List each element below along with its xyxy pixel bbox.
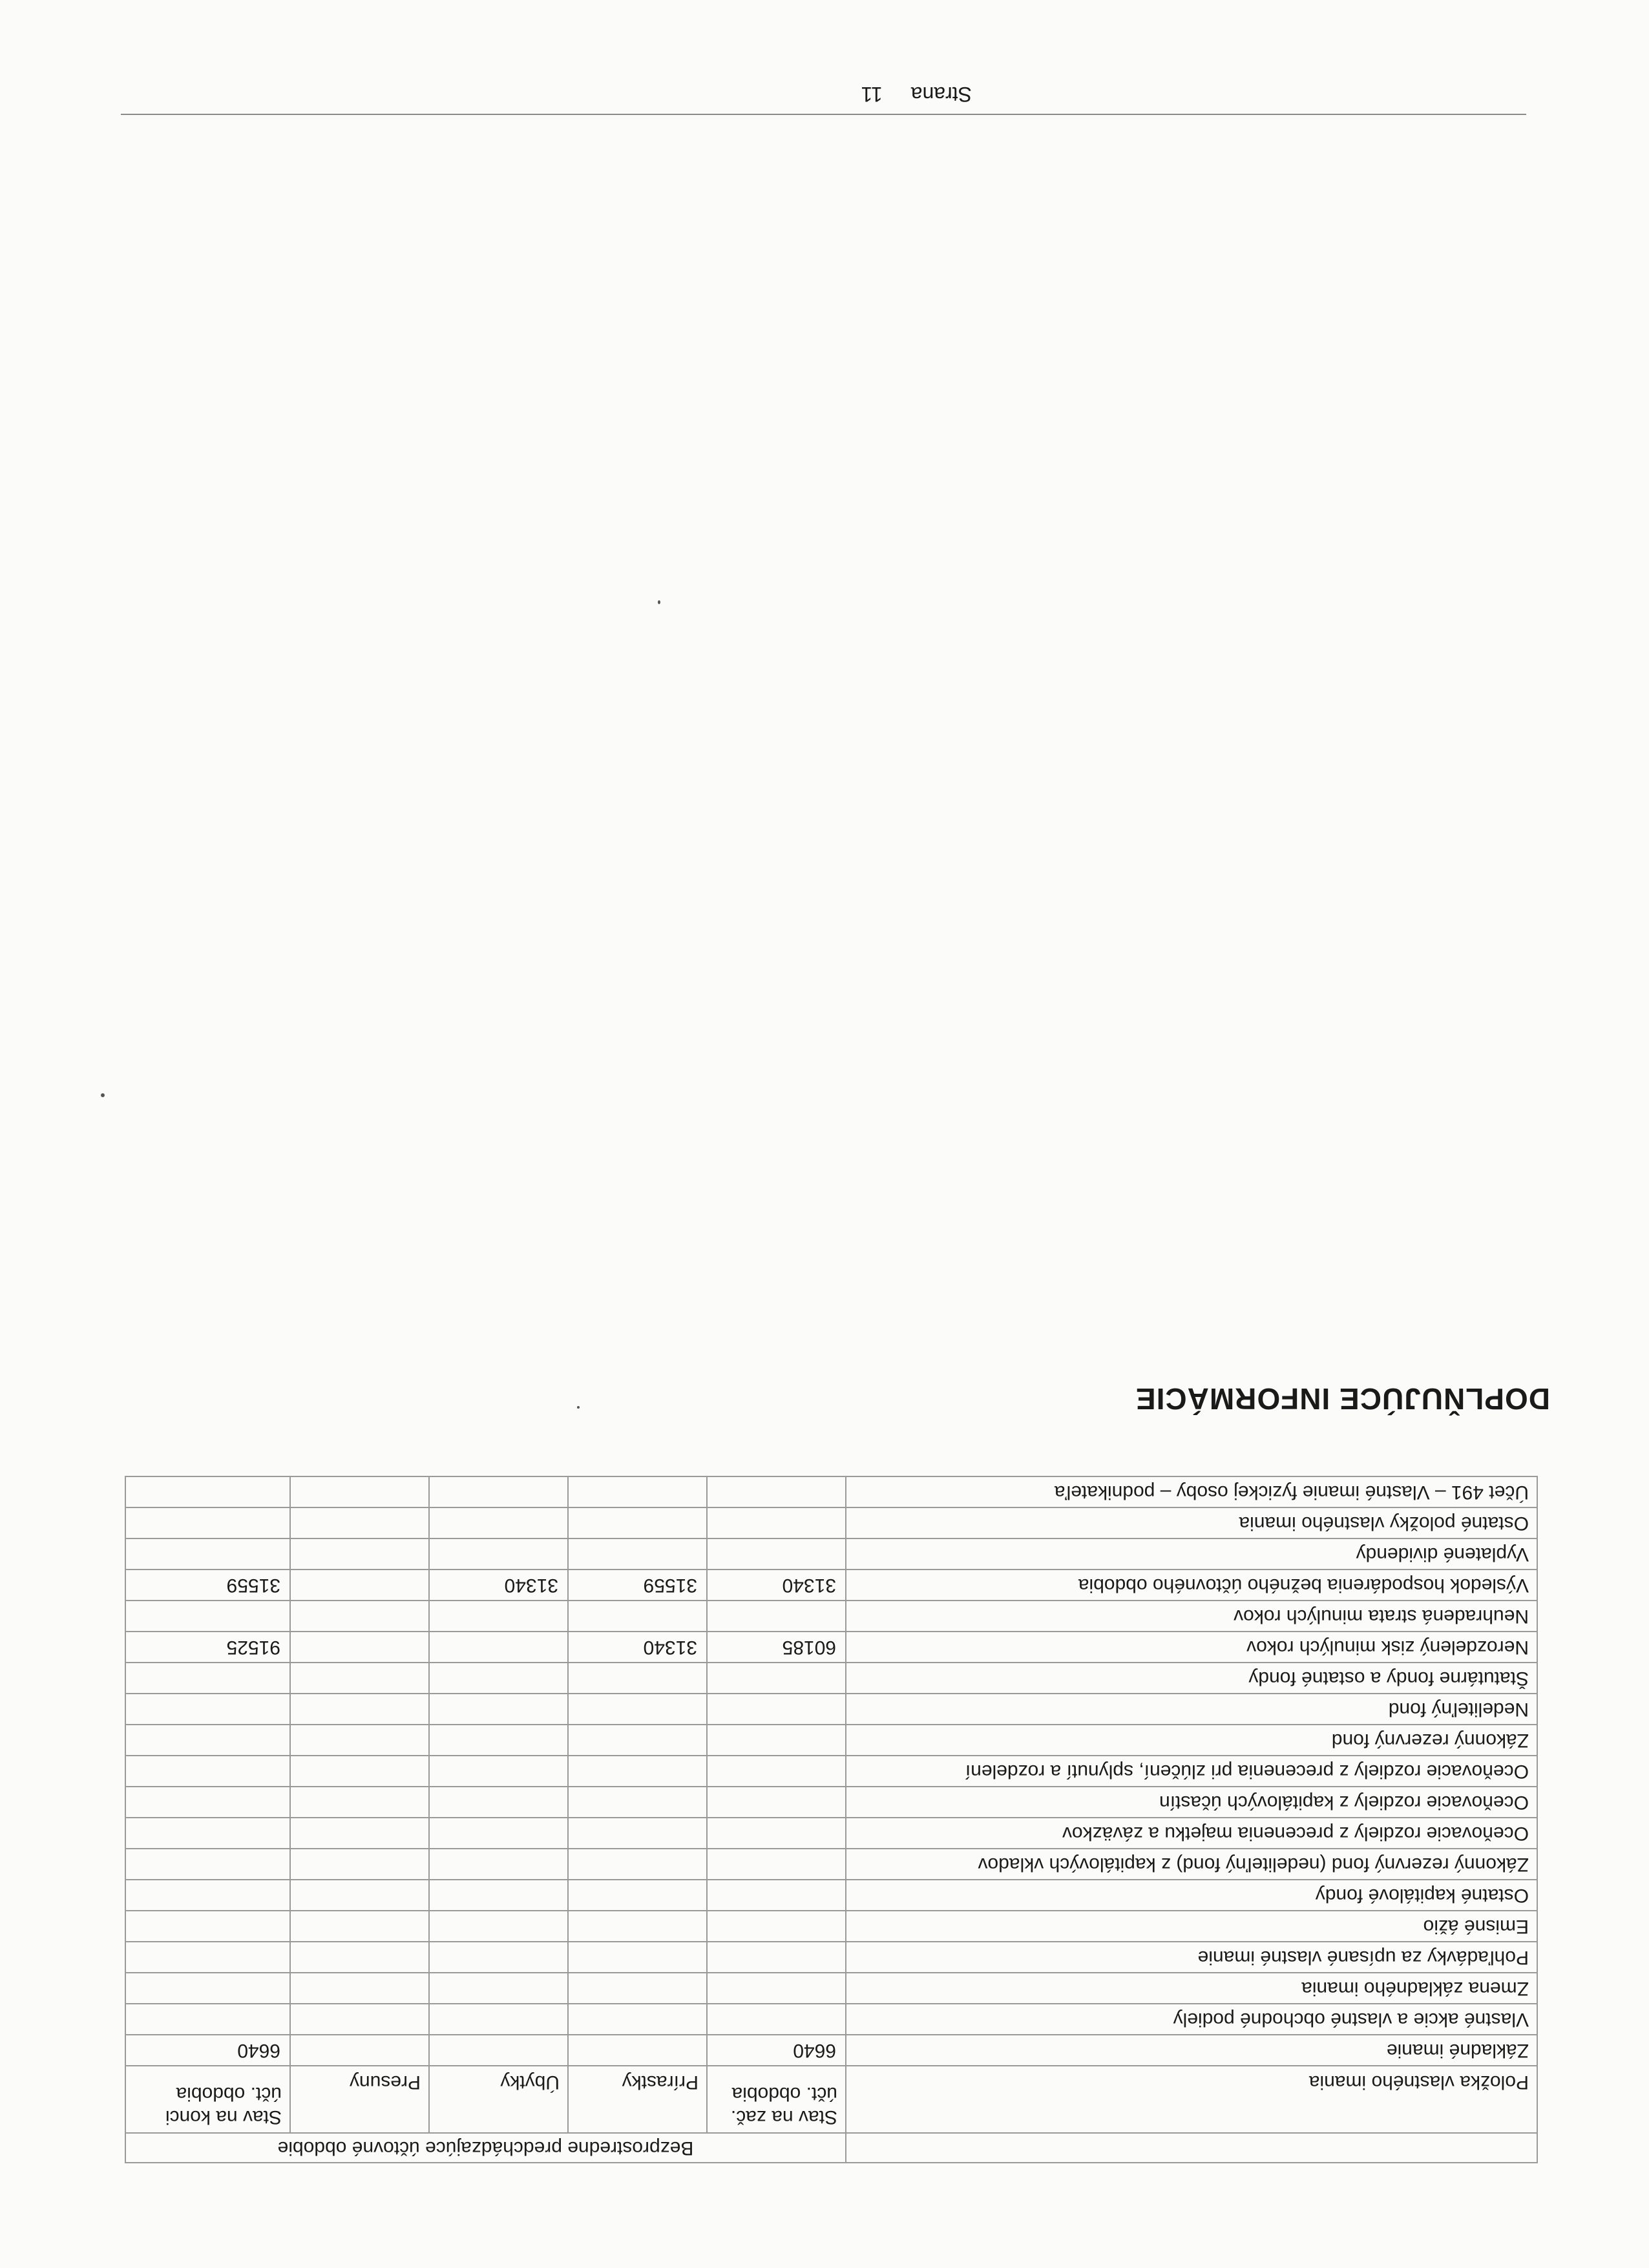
row-label-cell: Vlastné akcie a vlastné obchodné podiely	[846, 2004, 1537, 2035]
row-label-cell: Oceňovacie rozdiely z kapitálových účastín	[846, 1787, 1537, 1818]
row-label-cell: Emisné ážio	[846, 1911, 1537, 1942]
value-cell	[429, 2035, 568, 2066]
row-label-cell: Štatutárne fondy a ostatné fondy	[846, 1663, 1537, 1694]
row-label-cell: Neuhradená strata minulých rokov	[846, 1601, 1537, 1632]
value-cell	[568, 1849, 707, 1880]
value-cell	[429, 1507, 568, 1538]
value-cell	[568, 1507, 707, 1538]
value-cell	[290, 1632, 429, 1663]
value-cell	[429, 1880, 568, 1911]
page-label: Strana	[910, 83, 972, 106]
value-cell	[568, 1663, 707, 1694]
value-cell	[290, 1756, 429, 1787]
table-row	[125, 1601, 1537, 1632]
value-cell: 60185	[707, 1632, 846, 1663]
value-cell	[429, 1632, 568, 1663]
period-header-blank	[846, 2133, 1537, 2163]
value-cell	[429, 1601, 568, 1632]
value-cell: 31340	[429, 1570, 568, 1601]
value-cell: 31559	[125, 1570, 290, 1601]
table-row	[125, 1942, 1537, 1973]
value-cell	[568, 1694, 707, 1725]
value-cell	[707, 1725, 846, 1756]
value-cell	[125, 1663, 290, 1694]
column-header: Presuny	[290, 2066, 429, 2133]
equity-changes-table	[125, 1476, 1538, 2163]
value-cell	[568, 1476, 707, 1507]
row-label-cell: Vyplatené dividendy	[846, 1538, 1537, 1570]
page-number: 11	[861, 83, 883, 106]
value-cell	[707, 1507, 846, 1538]
value-cell	[429, 1725, 568, 1756]
table-row	[125, 1507, 1537, 1538]
value-cell	[125, 1911, 290, 1942]
value-cell	[568, 1725, 707, 1756]
row-label-cell: Účet 491 – Vlastné imanie fyzickej osoby – podnikateľa	[846, 1476, 1537, 1507]
footer-rule	[121, 114, 1526, 115]
value-cell	[707, 1756, 846, 1787]
value-cell	[707, 1849, 846, 1880]
row-label-cell: Zmena základného imania	[846, 1973, 1537, 2004]
value-cell	[568, 1601, 707, 1632]
value-cell	[429, 1663, 568, 1694]
value-cell	[290, 1818, 429, 1849]
value-cell	[707, 1601, 846, 1632]
row-label-cell: Nerozdelený zisk minulých rokov	[846, 1632, 1537, 1663]
scan-speck	[101, 1093, 105, 1097]
value-cell	[125, 1787, 290, 1818]
table-row	[125, 1538, 1537, 1570]
value-cell	[707, 1880, 846, 1911]
value-cell	[429, 1476, 568, 1507]
table-row	[125, 1663, 1537, 1694]
value-cell	[429, 1973, 568, 2004]
value-cell	[125, 1942, 290, 1973]
period-header-row	[125, 2133, 1537, 2163]
value-cell	[290, 1663, 429, 1694]
value-cell: 31340	[707, 1570, 846, 1601]
column-header: Stav na zač. účt. obdobia	[707, 2066, 846, 2133]
page-footer	[833, 82, 972, 106]
value-cell: 91525	[125, 1632, 290, 1663]
value-cell	[290, 1849, 429, 1880]
value-cell	[125, 1725, 290, 1756]
value-cell	[568, 1787, 707, 1818]
value-cell	[707, 1818, 846, 1849]
value-cell	[429, 1787, 568, 1818]
value-cell	[125, 1849, 290, 1880]
value-cell	[568, 2035, 707, 2066]
column-header: Položka vlastného imania	[846, 2066, 1537, 2133]
value-cell: 6640	[707, 2035, 846, 2066]
value-cell	[429, 2004, 568, 2035]
value-cell	[568, 1538, 707, 1570]
period-header: Bezprostredne predchádzajúce účtovné obdobie	[125, 2133, 846, 2163]
value-cell	[429, 1942, 568, 1973]
value-cell	[707, 1911, 846, 1942]
table-row	[125, 1818, 1537, 1849]
value-cell	[707, 1694, 846, 1725]
value-cell	[125, 1756, 290, 1787]
value-cell	[125, 1476, 290, 1507]
value-cell	[429, 1849, 568, 1880]
section-heading: DOPLŇUJÚCE INFORMÁCIE	[1135, 1382, 1550, 1416]
table-row	[125, 2035, 1537, 2066]
value-cell	[290, 1787, 429, 1818]
value-cell	[125, 1818, 290, 1849]
scan-speck	[658, 600, 660, 604]
value-cell	[568, 1973, 707, 2004]
row-label-cell: Výsledok hospodárenia bežného účtovného obdobia	[846, 1570, 1537, 1601]
value-cell: 31559	[568, 1570, 707, 1601]
value-cell	[290, 1973, 429, 2004]
value-cell	[290, 1694, 429, 1725]
row-label-cell: Základné imanie	[846, 2035, 1537, 2066]
value-cell	[125, 1538, 290, 1570]
row-label-cell: Oceňovacie rozdiely z precenenia majetku a záväzkov	[846, 1818, 1537, 1849]
table-row	[125, 1849, 1537, 1880]
table-row	[125, 1880, 1537, 1911]
value-cell	[290, 2035, 429, 2066]
value-cell: 6640	[125, 2035, 290, 2066]
value-cell	[429, 1538, 568, 1570]
table-row	[125, 1694, 1537, 1725]
scan-speck	[577, 1406, 580, 1409]
value-cell: 31340	[568, 1632, 707, 1663]
table-row	[125, 1632, 1537, 1663]
column-header: Úbytky	[429, 2066, 568, 2133]
column-header-row	[125, 2066, 1537, 2133]
value-cell	[429, 1756, 568, 1787]
table-row	[125, 1973, 1537, 2004]
value-cell	[290, 1601, 429, 1632]
value-cell	[290, 1538, 429, 1570]
column-header: Stav na konci účt. obdobia	[125, 2066, 290, 2133]
value-cell	[568, 1911, 707, 1942]
value-cell	[125, 1694, 290, 1725]
column-header: Prírastky	[568, 2066, 707, 2133]
value-cell	[125, 1880, 290, 1911]
row-label-cell: Ostatné kapitálové fondy	[846, 1880, 1537, 1911]
value-cell	[125, 1601, 290, 1632]
value-cell	[290, 2004, 429, 2035]
value-cell	[707, 1538, 846, 1570]
row-label-cell: Nedeliteľný fond	[846, 1694, 1537, 1725]
value-cell	[707, 1787, 846, 1818]
row-label-cell: Oceňovacie rozdiely z precenenia pri zlúčení, splynutí a rozdelení	[846, 1756, 1537, 1787]
value-cell	[125, 1973, 290, 2004]
value-cell	[707, 1476, 846, 1507]
table-row	[125, 1725, 1537, 1756]
value-cell	[429, 1694, 568, 1725]
table-row	[125, 1756, 1537, 1787]
row-label-cell: Zákonný rezervný fond (nedeliteľný fond) z kapitálových vkladov	[846, 1849, 1537, 1880]
value-cell	[568, 1818, 707, 1849]
value-cell	[290, 1476, 429, 1507]
value-cell	[290, 1725, 429, 1756]
row-label-cell: Ostatné položky vlastného imania	[846, 1507, 1537, 1538]
value-cell	[568, 1756, 707, 1787]
value-cell	[568, 1880, 707, 1911]
value-cell	[125, 2004, 290, 2035]
value-cell	[707, 1942, 846, 1973]
value-cell	[290, 1911, 429, 1942]
value-cell	[290, 1880, 429, 1911]
value-cell	[290, 1570, 429, 1601]
table-row	[125, 1570, 1537, 1601]
value-cell	[429, 1911, 568, 1942]
value-cell	[568, 1942, 707, 1973]
value-cell	[290, 1507, 429, 1538]
value-cell	[707, 2004, 846, 2035]
value-cell	[429, 1818, 568, 1849]
table-row	[125, 2004, 1537, 2035]
row-label-cell: Pohľadávky za upísané vlastné imanie	[846, 1942, 1537, 1973]
table-row	[125, 1476, 1537, 1507]
row-label-cell: Zákonný rezervný fond	[846, 1725, 1537, 1756]
table-row	[125, 1911, 1537, 1942]
value-cell	[707, 1973, 846, 2004]
value-cell	[125, 1507, 290, 1538]
table-row	[125, 1787, 1537, 1818]
value-cell	[707, 1663, 846, 1694]
value-cell	[290, 1942, 429, 1973]
value-cell	[568, 2004, 707, 2035]
